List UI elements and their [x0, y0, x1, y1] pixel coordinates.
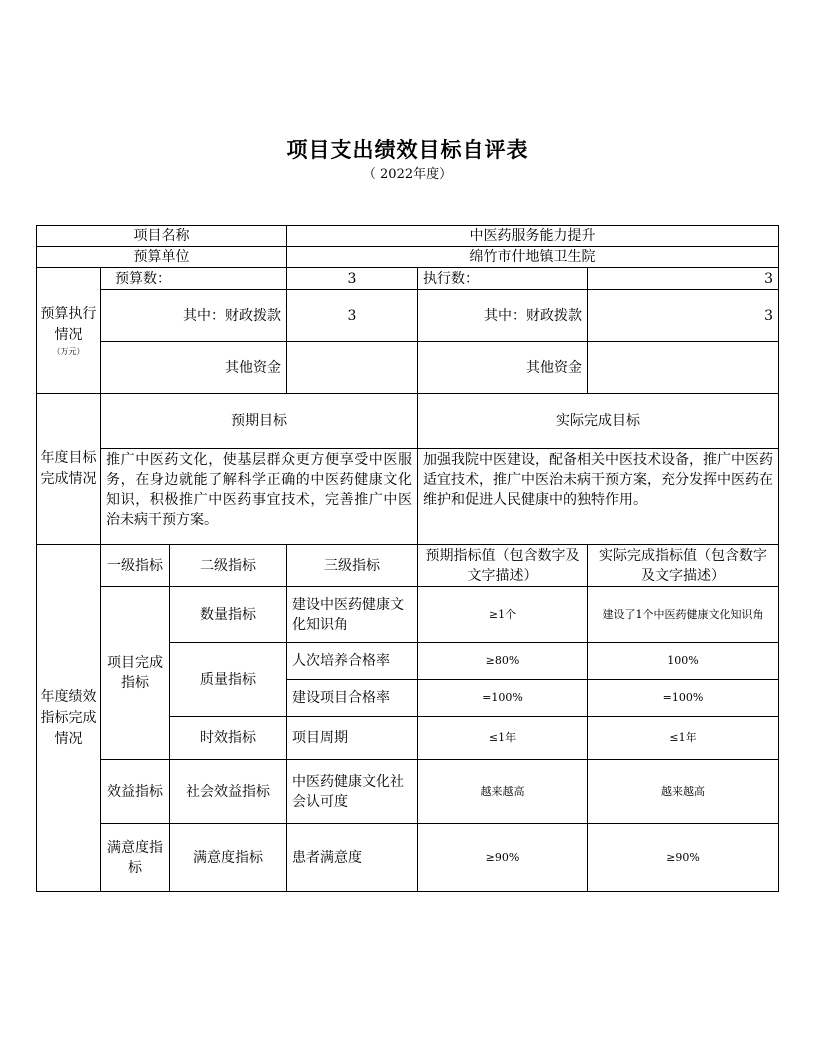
social-level3: 中医药健康文化社会认可度: [287, 760, 418, 824]
exec-amount-value: 3: [588, 268, 779, 290]
quality-a-expected: ≥80%: [418, 643, 588, 680]
benefit-group: 效益指标: [101, 760, 170, 824]
quantity-level2: 数量指标: [170, 587, 287, 643]
level2-header: 二级指标: [170, 545, 287, 587]
budget-exec-unit: （万元）: [52, 346, 85, 356]
social-expected: 越来越高: [418, 760, 588, 824]
project-name-label: 项目名称: [37, 226, 287, 247]
other-funds-row: [37, 342, 779, 394]
satisfaction-level2: 满意度指标: [170, 824, 287, 892]
budget-amount-value: 3: [287, 268, 418, 290]
budget-amount-label: 预算数：: [101, 268, 287, 290]
actual-value-header: 实际完成指标值（包含数字及文字描述）: [588, 545, 779, 587]
expected-goal-header: 预期目标: [101, 394, 418, 449]
level3-header: 三级指标: [287, 545, 418, 587]
fiscal-allocation-label: 其中：财政拨款: [101, 290, 287, 342]
actual-goal-header: 实际完成目标: [418, 394, 779, 449]
table-row: [37, 760, 779, 824]
page-title: 项目支出绩效目标自评表: [286, 138, 529, 162]
actual-goal-text: 加强我院中医建设，配备相关中医技术设备，推广中医药适宜技术，推广中医治未病干预方案，充分发挥中医药在维护和促进人民健康中的独特作用。: [418, 449, 779, 545]
annual-goal-text-row: [37, 449, 779, 545]
budget-amount-row: [37, 268, 779, 290]
fiscal-allocation-row: [37, 290, 779, 342]
satisfaction-actual: ≥90%: [588, 824, 779, 892]
exec-amount-label: 执行数：: [418, 268, 588, 290]
quality-b-level3: 建设项目合格率: [287, 680, 418, 717]
timeliness-level3: 项目周期: [287, 717, 418, 760]
budget-exec-side-text: 预算执行情况: [40, 305, 97, 343]
satisfaction-expected: ≥90%: [418, 824, 588, 892]
budget-unit-label: 预算单位: [37, 247, 287, 268]
timeliness-actual: ≤1年: [588, 717, 779, 760]
fiscal-allocation-exec: 3: [588, 290, 779, 342]
satisfaction-level3: 患者满意度: [287, 824, 418, 892]
expected-goal-text: 推广中医药文化，使基层群众更方便享受中医服务，在身边就能了解科学正确的中医药健康文化知识，积极推广中医药事宜技术，完善推广中医治未病干预方案。: [101, 449, 418, 545]
satisfaction-group: 满意度指标: [101, 824, 170, 892]
budget-unit-value: 绵竹市什地镇卫生院: [287, 247, 779, 268]
quality-b-expected: =100%: [418, 680, 588, 717]
expected-value-header: 预期指标值（包含数字及文字描述）: [418, 545, 588, 587]
project-completion-group: 项目完成指标: [101, 587, 170, 760]
indicator-header-row: [37, 545, 779, 587]
fiscal-allocation-budget: 3: [287, 290, 418, 342]
other-funds-exec-label: 其他资金: [418, 342, 588, 394]
quality-a-level3: 人次培养合格率: [287, 643, 418, 680]
quantity-actual: 建设了1个中医药健康文化知识角: [588, 587, 779, 643]
indicator-side-label: 年度绩效指标完成情况: [37, 545, 101, 892]
quality-b-actual: =100%: [588, 680, 779, 717]
fiscal-allocation-exec-label: 其中：财政拨款: [418, 290, 588, 342]
evaluation-table: [36, 225, 779, 892]
quantity-expected: ≥1个: [418, 587, 588, 643]
other-funds-budget: [287, 342, 418, 394]
timeliness-level2: 时效指标: [170, 717, 287, 760]
quality-a-actual: 100%: [588, 643, 779, 680]
budget-unit-row: [37, 247, 779, 268]
other-funds-exec: [588, 342, 779, 394]
quality-level2: 质量指标: [170, 643, 287, 717]
table-row: [37, 587, 779, 643]
page-subtitle: （ 2022年度）: [362, 167, 453, 182]
budget-exec-side-label: [37, 268, 101, 394]
project-name-value: 中医药服务能力提升: [287, 226, 779, 247]
quantity-level3: 建设中医药健康文化知识角: [287, 587, 418, 643]
annual-goal-header-row: [37, 394, 779, 449]
social-level2: 社会效益指标: [170, 760, 287, 824]
annual-goal-side-label: 年度目标完成情况: [37, 394, 101, 545]
other-funds-label: 其他资金: [101, 342, 287, 394]
project-name-row: [37, 226, 779, 247]
social-actual: 越来越高: [588, 760, 779, 824]
table-row: [37, 824, 779, 892]
timeliness-expected: ≤1年: [418, 717, 588, 760]
level1-header: 一级指标: [101, 545, 170, 587]
